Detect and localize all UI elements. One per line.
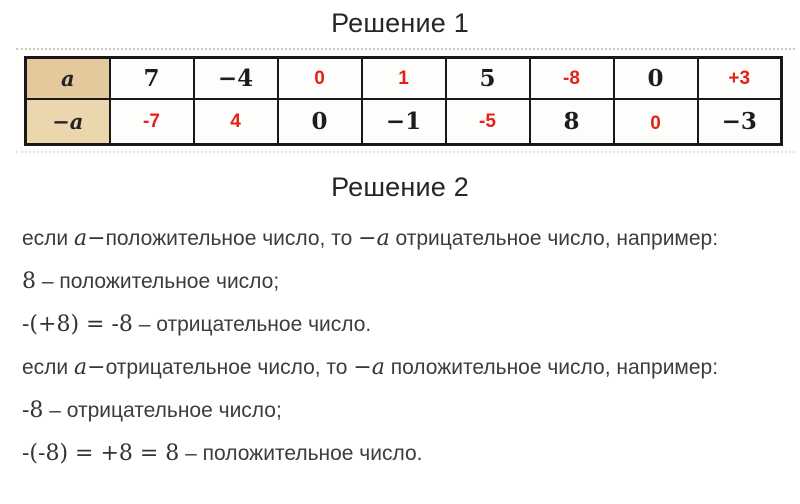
paragraph	[22, 399, 800, 423]
value-cell: 0	[614, 99, 698, 145]
value-cell: -5	[446, 99, 530, 145]
text-segment: −	[353, 355, 372, 380]
text-segment: отрицательное число, например:	[389, 227, 719, 250]
text-segment: −	[87, 226, 106, 251]
text-segment: −	[358, 226, 377, 251]
text-segment: -(-8) = +8 = 8	[22, 441, 180, 466]
text-segment: a	[74, 355, 88, 380]
paragraph	[22, 356, 800, 380]
value-cell: 8	[530, 99, 614, 145]
paragraph	[22, 442, 800, 466]
text-segment: – отрицательное число.	[132, 313, 372, 336]
table-row	[26, 99, 782, 145]
document	[0, 8, 800, 504]
value-cell: -8	[530, 58, 614, 100]
values-table	[24, 56, 783, 146]
table-row	[26, 58, 782, 100]
paragraph	[22, 313, 800, 337]
value-cell: −4	[194, 58, 278, 100]
paragraph	[22, 270, 800, 294]
text-segment: положительное число, то	[105, 227, 359, 250]
text-segment: – положительное число.	[179, 442, 423, 465]
value-cell: 1	[362, 58, 446, 100]
text-segment: отрицательное число, то	[105, 356, 354, 379]
solution2-paragraphs	[22, 227, 800, 466]
scanned-table-strip	[16, 48, 795, 153]
text-segment: a	[371, 355, 385, 380]
text-segment: −	[87, 355, 106, 380]
value-cell: −1	[362, 99, 446, 145]
value-cell: 7	[110, 58, 194, 100]
solution1-heading: Решение 1	[331, 8, 469, 38]
text-segment: 8	[22, 269, 36, 294]
value-cell: 0	[614, 58, 698, 100]
row-header-cell: a	[26, 58, 110, 100]
value-cell: 0	[278, 99, 362, 145]
values-table-body	[26, 58, 782, 145]
text-segment: если	[22, 356, 74, 379]
text-segment: положительное число, например:	[384, 356, 719, 379]
solution2-heading: Решение 2	[331, 172, 469, 202]
text-segment: – положительное число;	[36, 270, 280, 293]
text-segment: -(+8) = -8	[22, 312, 133, 337]
value-cell: −3	[698, 99, 782, 145]
text-segment: -8	[22, 398, 44, 423]
value-cell: 5	[446, 58, 530, 100]
value-cell: 4	[194, 99, 278, 145]
value-cell: +3	[698, 58, 782, 100]
text-segment: a	[74, 226, 88, 251]
text-segment: – отрицательное число;	[43, 399, 282, 422]
text-segment: a	[376, 226, 390, 251]
text-segment: если	[22, 227, 74, 250]
value-cell: -7	[110, 99, 194, 145]
row-header-cell: −a	[26, 99, 110, 145]
value-cell: 0	[278, 58, 362, 100]
paragraph	[22, 227, 800, 251]
